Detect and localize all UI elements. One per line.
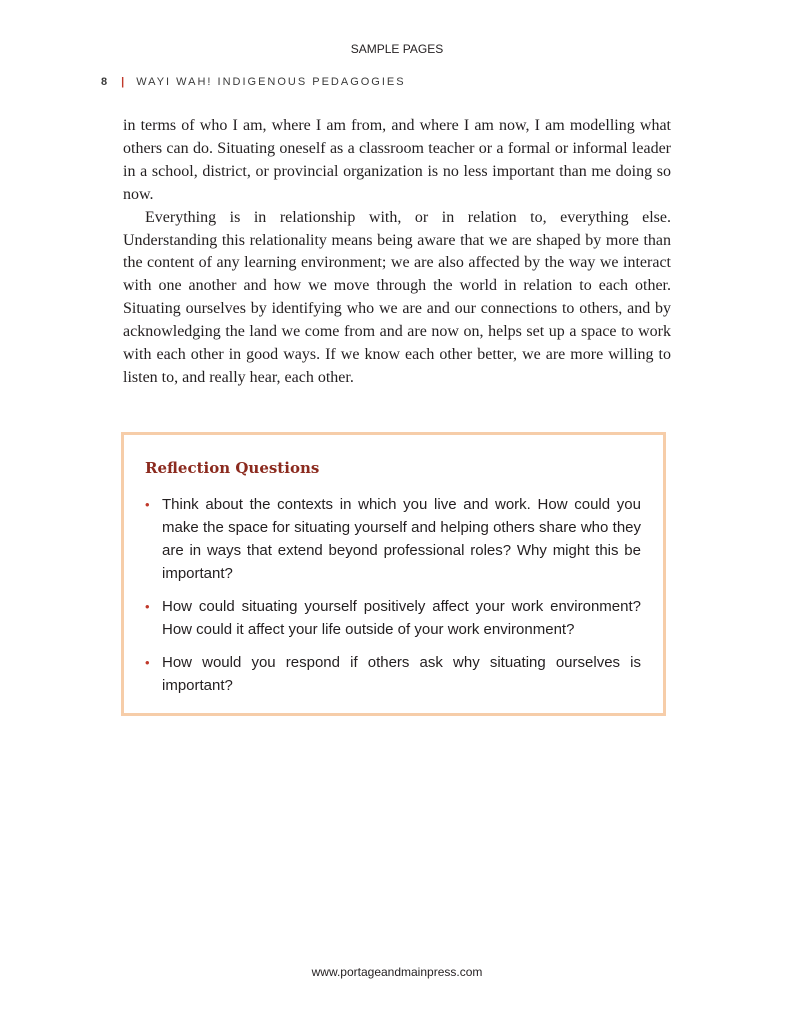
running-head: [101, 76, 406, 88]
page-number: 8: [101, 76, 108, 88]
running-title: WAYI WAH! INDIGENOUS PEDAGOGIES: [136, 76, 406, 88]
reflection-title: Reflection Questions: [145, 459, 320, 477]
reflection-questions-box: [121, 432, 666, 716]
paragraph: Everything is in relationship with, or in relation to, everything else. Understanding this relationality means being aware that we are shaped by more than the content of any learning environment; we are also affected by the way we interact with one another and how we move through the world in relation to each other. Situating ourselves by identifying who we are and our connections to others, and by acknowledging the land we come from and are now on, helps set up a space to work with each other in good ways. If we know each other better, we are more willing to listen to, and really hear, each other.: [123, 208, 671, 386]
reflection-question: [145, 651, 641, 697]
question-text: Think about the contexts in which you live and work. How could you make the space for situating yourself and helping others share who they are in ways that extend beyond professional roles? Why might this be important?: [162, 496, 641, 582]
reflection-question: [145, 595, 641, 641]
paragraph-continued: in terms of who I am, where I am from, and where I am now, I am modelling what others can do. Situating oneself as a classroom teacher or a formal or informal leader in a school, district, or provincial organization is no less important than me doing so now.: [123, 117, 671, 203]
footer-url[interactable]: www.portageandmainpress.com: [311, 965, 483, 979]
reflection-question-list: [145, 493, 641, 697]
bullet-icon: •: [145, 655, 150, 670]
bullet-icon: •: [145, 599, 150, 614]
question-text: How could situating yourself positively affect your work environment? How could it affect your life outside of your work environment?: [162, 598, 641, 638]
sample-pages-label: SAMPLE PAGES: [350, 42, 444, 56]
bullet-icon: •: [145, 497, 150, 512]
question-text: How would you respond if others ask why situating ourselves is important?: [162, 654, 641, 694]
reflection-question: [145, 493, 641, 585]
header-separator: |: [121, 76, 127, 88]
body-text: [123, 115, 671, 390]
